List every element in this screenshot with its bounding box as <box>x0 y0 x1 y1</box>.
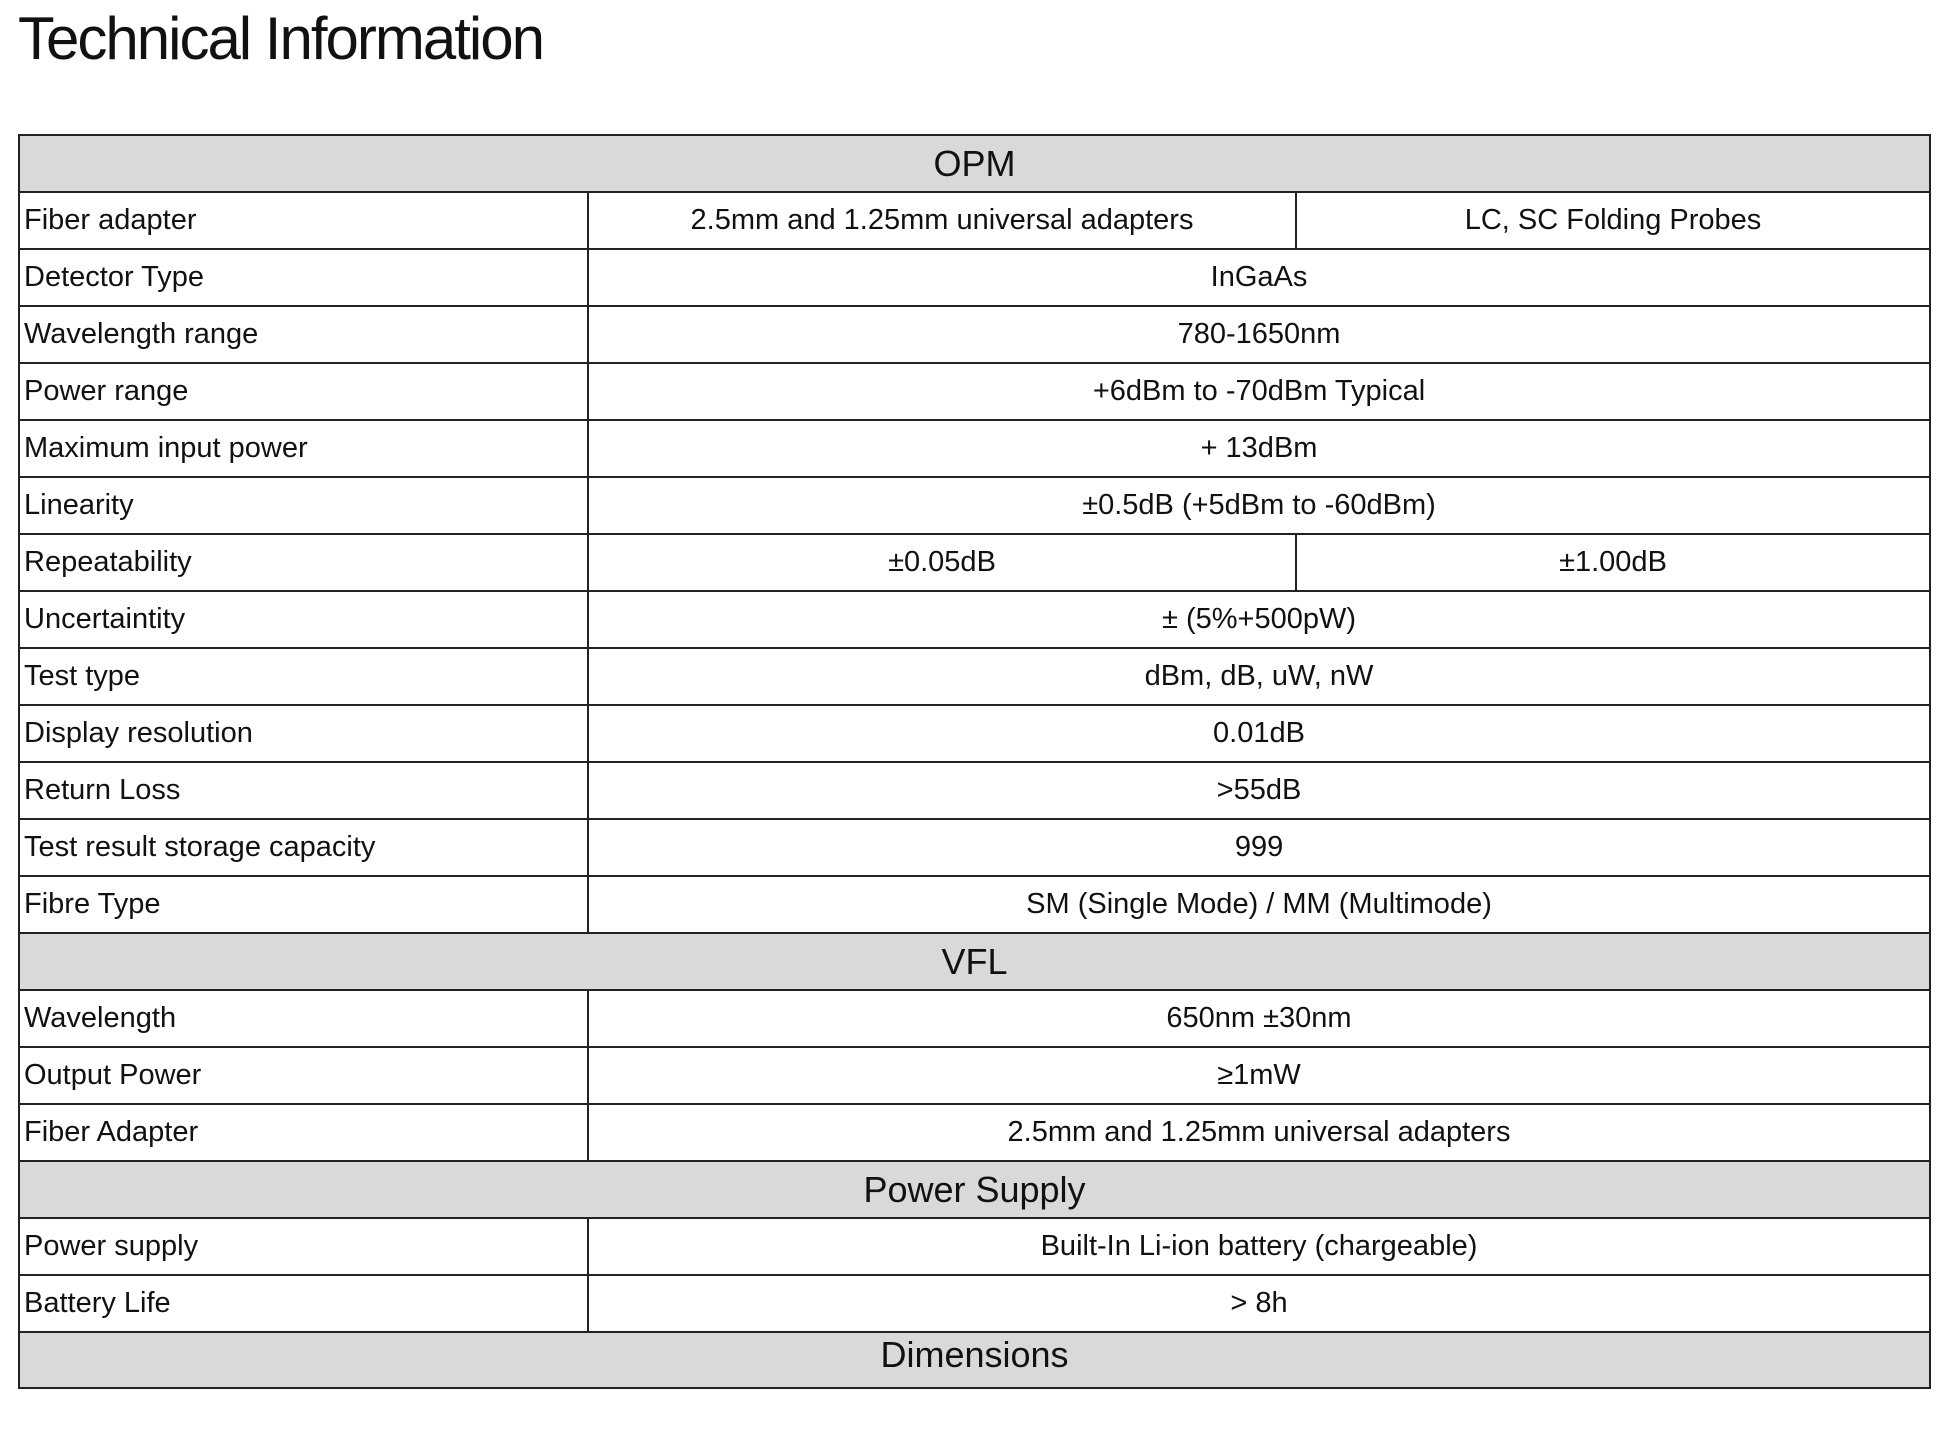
spec-label: Uncertaintity <box>19 591 588 648</box>
spec-value: 2.5mm and 1.25mm universal adapters <box>588 1104 1930 1161</box>
spec-label: Display resolution <box>19 705 588 762</box>
table-row <box>19 477 1930 534</box>
spec-label: Power supply <box>19 1218 588 1275</box>
spec-value: >55dB <box>588 762 1930 819</box>
spec-label: Fibre Type <box>19 876 588 933</box>
spec-label: Linearity <box>19 477 588 534</box>
table-row <box>19 990 1930 1047</box>
spec-label: Fiber Adapter <box>19 1104 588 1161</box>
spec-value: ≥1mW <box>588 1047 1930 1104</box>
spec-value: > 8h <box>588 1275 1930 1332</box>
spec-label: Battery Life <box>19 1275 588 1332</box>
table-row <box>19 534 1930 591</box>
section-header-row <box>19 1332 1930 1388</box>
spec-table <box>18 134 1931 1389</box>
spec-value: ±1.00dB <box>1296 534 1930 591</box>
spec-value: 999 <box>588 819 1930 876</box>
spec-label: Detector Type <box>19 249 588 306</box>
table-row <box>19 420 1930 477</box>
spec-label: Return Loss <box>19 762 588 819</box>
section-title: VFL <box>19 933 1930 990</box>
table-row <box>19 1104 1930 1161</box>
section-title: OPM <box>19 135 1930 192</box>
spec-value: ±0.5dB (+5dBm to -60dBm) <box>588 477 1930 534</box>
spec-value: LC, SC Folding Probes <box>1296 192 1930 249</box>
spec-label: Maximum input power <box>19 420 588 477</box>
section-header-row <box>19 135 1930 192</box>
table-row <box>19 306 1930 363</box>
spec-label: Test type <box>19 648 588 705</box>
spec-value: Built-In Li-ion battery (chargeable) <box>588 1218 1930 1275</box>
spec-value: 2.5mm and 1.25mm universal adapters <box>588 192 1296 249</box>
table-row <box>19 1275 1930 1332</box>
table-row <box>19 819 1930 876</box>
spec-value: 0.01dB <box>588 705 1930 762</box>
spec-value: + 13dBm <box>588 420 1930 477</box>
spec-value: dBm, dB, uW, nW <box>588 648 1930 705</box>
spec-label: Test result storage capacity <box>19 819 588 876</box>
spec-label: Power range <box>19 363 588 420</box>
spec-label: Output Power <box>19 1047 588 1104</box>
page-title: Technical Information <box>18 5 543 72</box>
spec-value: SM (Single Mode) / MM (Multimode) <box>588 876 1930 933</box>
table-row <box>19 876 1930 933</box>
spec-label: Wavelength <box>19 990 588 1047</box>
spec-value: InGaAs <box>588 249 1930 306</box>
spec-label: Wavelength range <box>19 306 588 363</box>
spec-value: 650nm ±30nm <box>588 990 1930 1047</box>
table-row <box>19 648 1930 705</box>
spec-label: Fiber adapter <box>19 192 588 249</box>
table-row <box>19 1218 1930 1275</box>
section-header-row <box>19 933 1930 990</box>
table-row <box>19 705 1930 762</box>
section-title: Dimensions <box>19 1332 1930 1388</box>
table-row <box>19 591 1930 648</box>
table-row <box>19 762 1930 819</box>
section-header-row <box>19 1161 1930 1218</box>
section-title: Power Supply <box>19 1161 1930 1218</box>
table-row <box>19 363 1930 420</box>
spec-label: Repeatability <box>19 534 588 591</box>
spec-value: 780-1650nm <box>588 306 1930 363</box>
table-row <box>19 192 1930 249</box>
spec-value: ± (5%+500pW) <box>588 591 1930 648</box>
table-row <box>19 1047 1930 1104</box>
spec-value: ±0.05dB <box>588 534 1296 591</box>
spec-value: +6dBm to -70dBm Typical <box>588 363 1930 420</box>
table-row <box>19 249 1930 306</box>
